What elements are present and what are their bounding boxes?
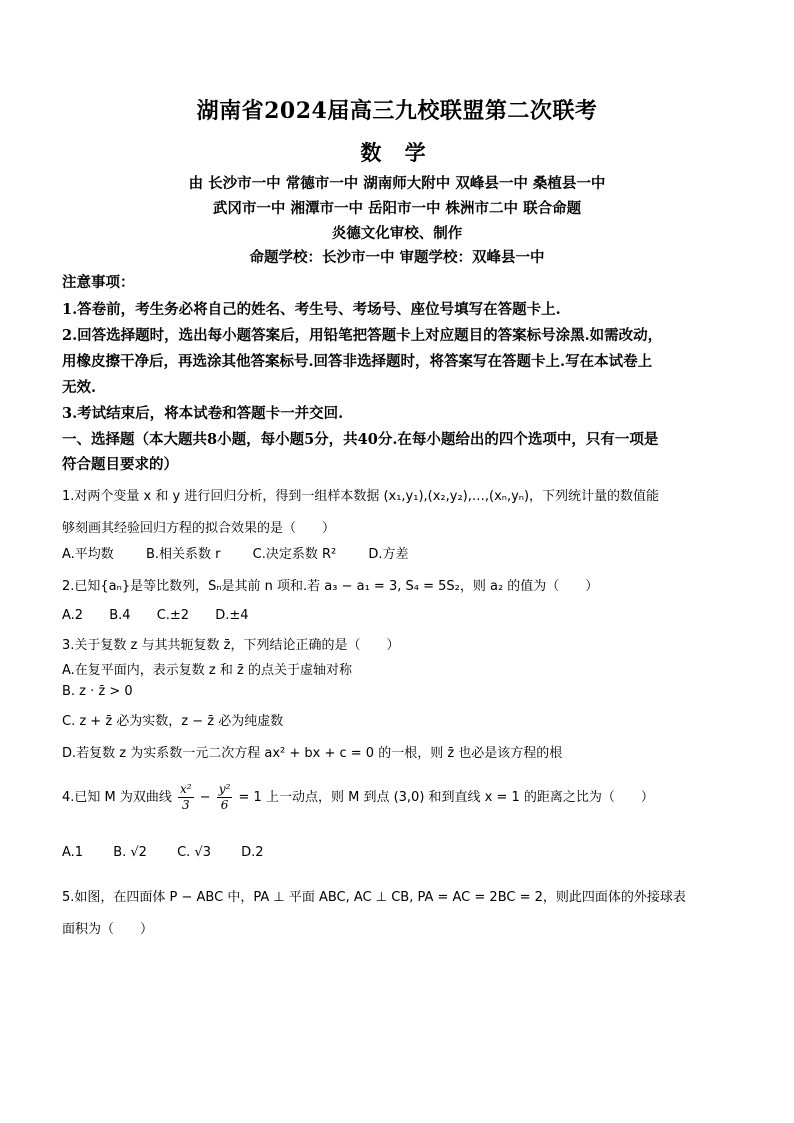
section-heading-a: 一、选择题（本大题共8小题，每小题5分，共40分.在每小题给出的四个选项中，只有一项是	[62, 431, 659, 448]
q2-option-a: A.2	[62, 608, 84, 623]
q3-option-c: C. z + z̄ 必为实数，z − z̄ 必为纯虚数	[62, 714, 284, 729]
q3-option-b: B. z · z̄ > 0	[62, 684, 133, 699]
q1-stem-b: 够刻画其经验回归方程的拟合效果的是（ ）	[62, 521, 336, 536]
notice-item-2b: 用橡皮擦干净后，再选涂其他答案标号.回答非选择题时，将答案写在答题卡上.写在本试卷上	[62, 353, 653, 370]
q4-options	[62, 845, 742, 860]
q2-option-c: C.±2	[156, 608, 190, 623]
notice-item-3: 3.考试结束后，将本试卷和答题卡一并交回.	[62, 405, 344, 422]
q5-stem-b: 面积为（ ）	[62, 922, 154, 937]
schools-line-2: 武冈市一中 湘潭市一中 岳阳市一中 株洲市二中 联合命题	[212, 200, 582, 217]
q2-options	[62, 608, 742, 623]
q5-stem-a: 5.如图，在四面体 P − ABC 中，PA ⊥ 平面 ABC, AC ⊥ CB, PA = AC = 2BC = 2，则此四面体的外接球表	[62, 890, 686, 905]
q4-stem-post: = 1 上一动点，则 M 到点 (3,0) 和到直线 x = 1 的距离之比为（ ）	[238, 790, 654, 805]
q4-frac2-num: y²	[218, 782, 231, 796]
q1-options	[62, 543, 742, 562]
subject-title: 数 学	[360, 140, 434, 165]
notice-heading: 注意事项：	[62, 274, 135, 291]
notice-item-1: 1.答卷前，考生务必将自己的姓名、考生号、考场号、座位号填写在答题卡上.	[62, 301, 561, 318]
q4-option-d: D.2	[241, 845, 264, 860]
q4-option-c: C. √3	[177, 845, 212, 860]
q4-stem	[62, 782, 742, 813]
q2-option-d: D.±4	[215, 608, 249, 623]
q2-stem: 2.已知{aₙ}是等比数列，Sₙ是其前 n 项和.若 a₃ − a₁ = 3, S₄ = 5S₂，则 a₂ 的值为（ ）	[62, 579, 599, 594]
q4-fraction-y	[217, 782, 233, 813]
q4-option-a: A.1	[62, 845, 84, 860]
q4-frac1-den: 3	[182, 798, 190, 812]
notice-item-2a: 2.回答选择题时，选出每小题答案后，用铅笔把答题卡上对应题目的答案标号涂黑.如需改动，	[62, 327, 663, 344]
q3-option-a: A.在复平面内，表示复数 z 和 z̄ 的点关于虚轴对称	[62, 663, 352, 678]
q2-option-b: B.4	[109, 608, 131, 623]
q1-stem-a: 1.对两个变量 x 和 y 进行回归分析，得到一组样本数据 (x₁,y₁),(x₂,y₂),…,(xₙ,yₙ)，下列统计量的数值能	[62, 489, 660, 504]
q4-minus: −	[199, 790, 211, 805]
section-heading-b: 符合题目要求的）	[62, 456, 178, 473]
q1-option-d: D.方差	[368, 547, 409, 562]
schools-line-1: 由 长沙市一中 常德市一中 湖南师大附中 双峰县一中 桑植县一中	[188, 175, 606, 192]
setters-line: 命题学校：长沙市一中 审题学校：双峰县一中	[249, 249, 545, 266]
q3-option-d: D.若复数 z 为实系数一元二次方程 ax² + bx + c = 0 的一根，则 z̄ 也必是该方程的根	[62, 746, 563, 761]
q4-option-b: B. √2	[113, 845, 147, 860]
q4-fraction-x	[178, 782, 194, 813]
notice-item-2c: 无效.	[62, 379, 97, 396]
q4-frac1-num: x²	[180, 782, 192, 796]
q1-option-a: A.平均数	[62, 547, 114, 562]
q1-option-b: B.相关系数 r	[145, 547, 221, 562]
q4-stem-pre: 4.已知 M 为双曲线	[62, 790, 172, 805]
exam-title: 湖南省2024届高三九校联盟第二次联考	[196, 98, 598, 124]
q3-stem: 3.关于复数 z 与其共轭复数 z̄，下列结论正确的是（ ）	[62, 638, 400, 653]
review-line: 炎德文化审校、制作	[331, 225, 463, 242]
q1-option-c: C.决定系数 R²	[252, 547, 337, 562]
q4-frac2-den: 6	[220, 798, 229, 812]
